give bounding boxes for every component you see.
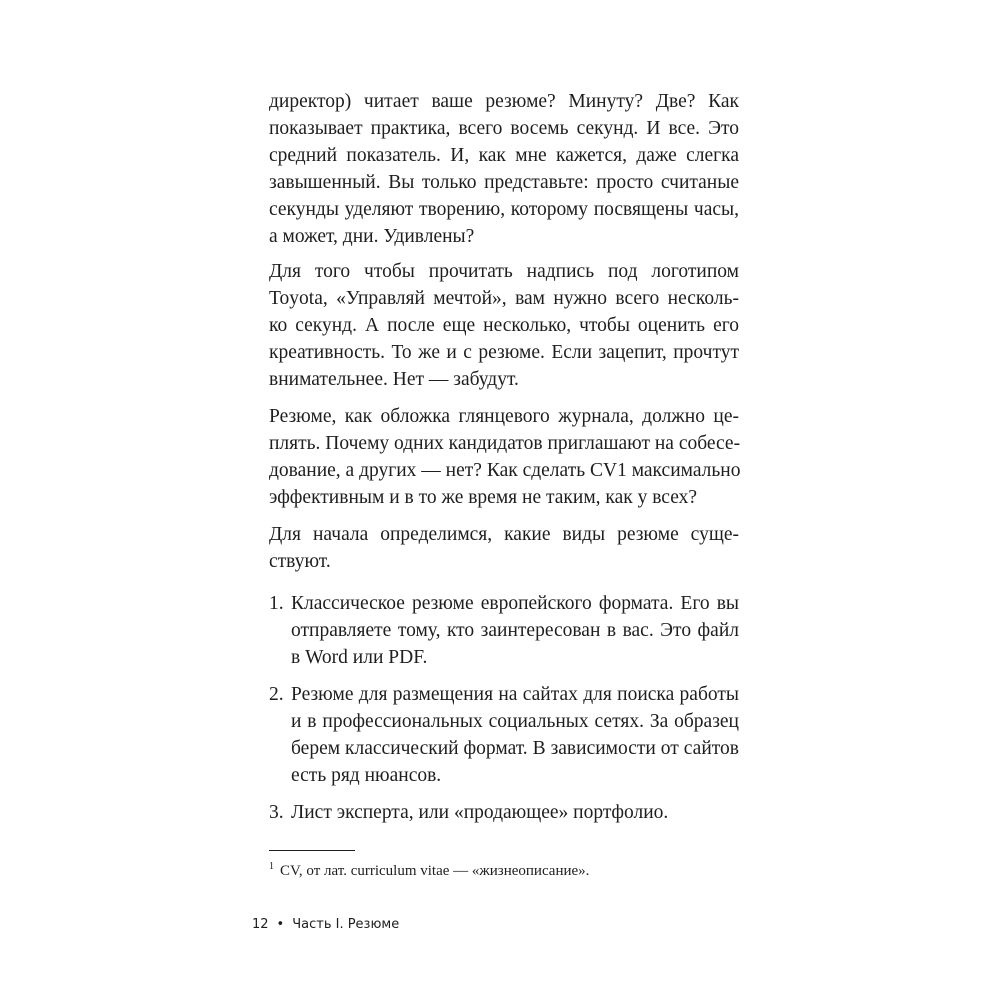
- list-number: 1.: [269, 593, 284, 614]
- text-line: Резюме для размещения на сайтах для поиска работы: [291, 684, 739, 705]
- text-line: внимательнее. Нет — забудут.: [269, 369, 519, 390]
- footnote-marker: 1: [269, 861, 274, 872]
- text-line: Классическое резюме европейского формата. Его вы: [291, 593, 739, 614]
- text-line: отправляете тому, кто заинтересован в вас. Это файл: [291, 620, 739, 641]
- text-line: в Word или PDF.: [291, 647, 428, 668]
- section-title: Часть I. Резюме: [292, 917, 400, 932]
- bullet-separator: •: [276, 917, 285, 932]
- footnote: [269, 857, 589, 881]
- paragraph-4: [269, 521, 739, 575]
- text-line: секунды уделяют творению, которому посвящены часы,: [269, 199, 739, 220]
- text-line: и в профессиональных социальных сетях. За образец: [291, 711, 739, 732]
- text-line: а может, дни. Удивлены?: [269, 226, 475, 247]
- text-line: ко секунд. А после еще несколько, чтобы оценить его: [269, 315, 739, 336]
- text-line: средний показатель. И, как мне кажется, даже слегка: [269, 145, 739, 166]
- text-line: плять. Почему одних кандидатов приглашают на собесе-: [269, 433, 741, 454]
- text-line: Для начала определимся, какие виды резюме суще-: [269, 524, 739, 545]
- paragraph-1: [269, 88, 739, 250]
- text-line: завышенный. Вы только представьте: просто считаные: [269, 172, 739, 193]
- footnote-divider: [269, 850, 355, 851]
- text-line: эффективным и в то же время не таким, как у всех?: [269, 487, 698, 508]
- text-line: ствуют.: [269, 551, 331, 572]
- list-number: 2.: [269, 684, 284, 705]
- text-line: Резюме, как обложка глянцевого журнала, должно це-: [269, 406, 739, 427]
- text-line: показывает практика, всего восемь секунд. И все. Это: [269, 118, 739, 139]
- text-line: дование, а других — нет? Как сделать CV1 максимально: [269, 460, 741, 481]
- text-line: Toyota, «Управляй мечтой», вам нужно всего несколь-: [269, 288, 739, 309]
- list-number: 3.: [269, 802, 284, 823]
- text-line: директор) читает ваше резюме? Минуту? Две? Как: [269, 91, 739, 112]
- paragraph-3: [269, 403, 739, 511]
- text-line: Для того чтобы прочитать надпись под логотипом: [269, 261, 739, 282]
- footnote-text: CV, от лат. curriculum vitae — «жизнеописание».: [280, 863, 590, 879]
- text-line: Лист эксперта, или «продающее» портфолио.: [291, 802, 669, 823]
- text-line: есть ряд нюансов.: [291, 765, 442, 786]
- text-line: креативность. То же и с резюме. Если зацепит, прочтут: [269, 342, 739, 363]
- paragraph-2: [269, 258, 739, 393]
- running-footer: [252, 915, 399, 935]
- text-line: берем классический формат. В зависимости от сайтов: [291, 738, 739, 759]
- page-number: 12: [252, 917, 269, 932]
